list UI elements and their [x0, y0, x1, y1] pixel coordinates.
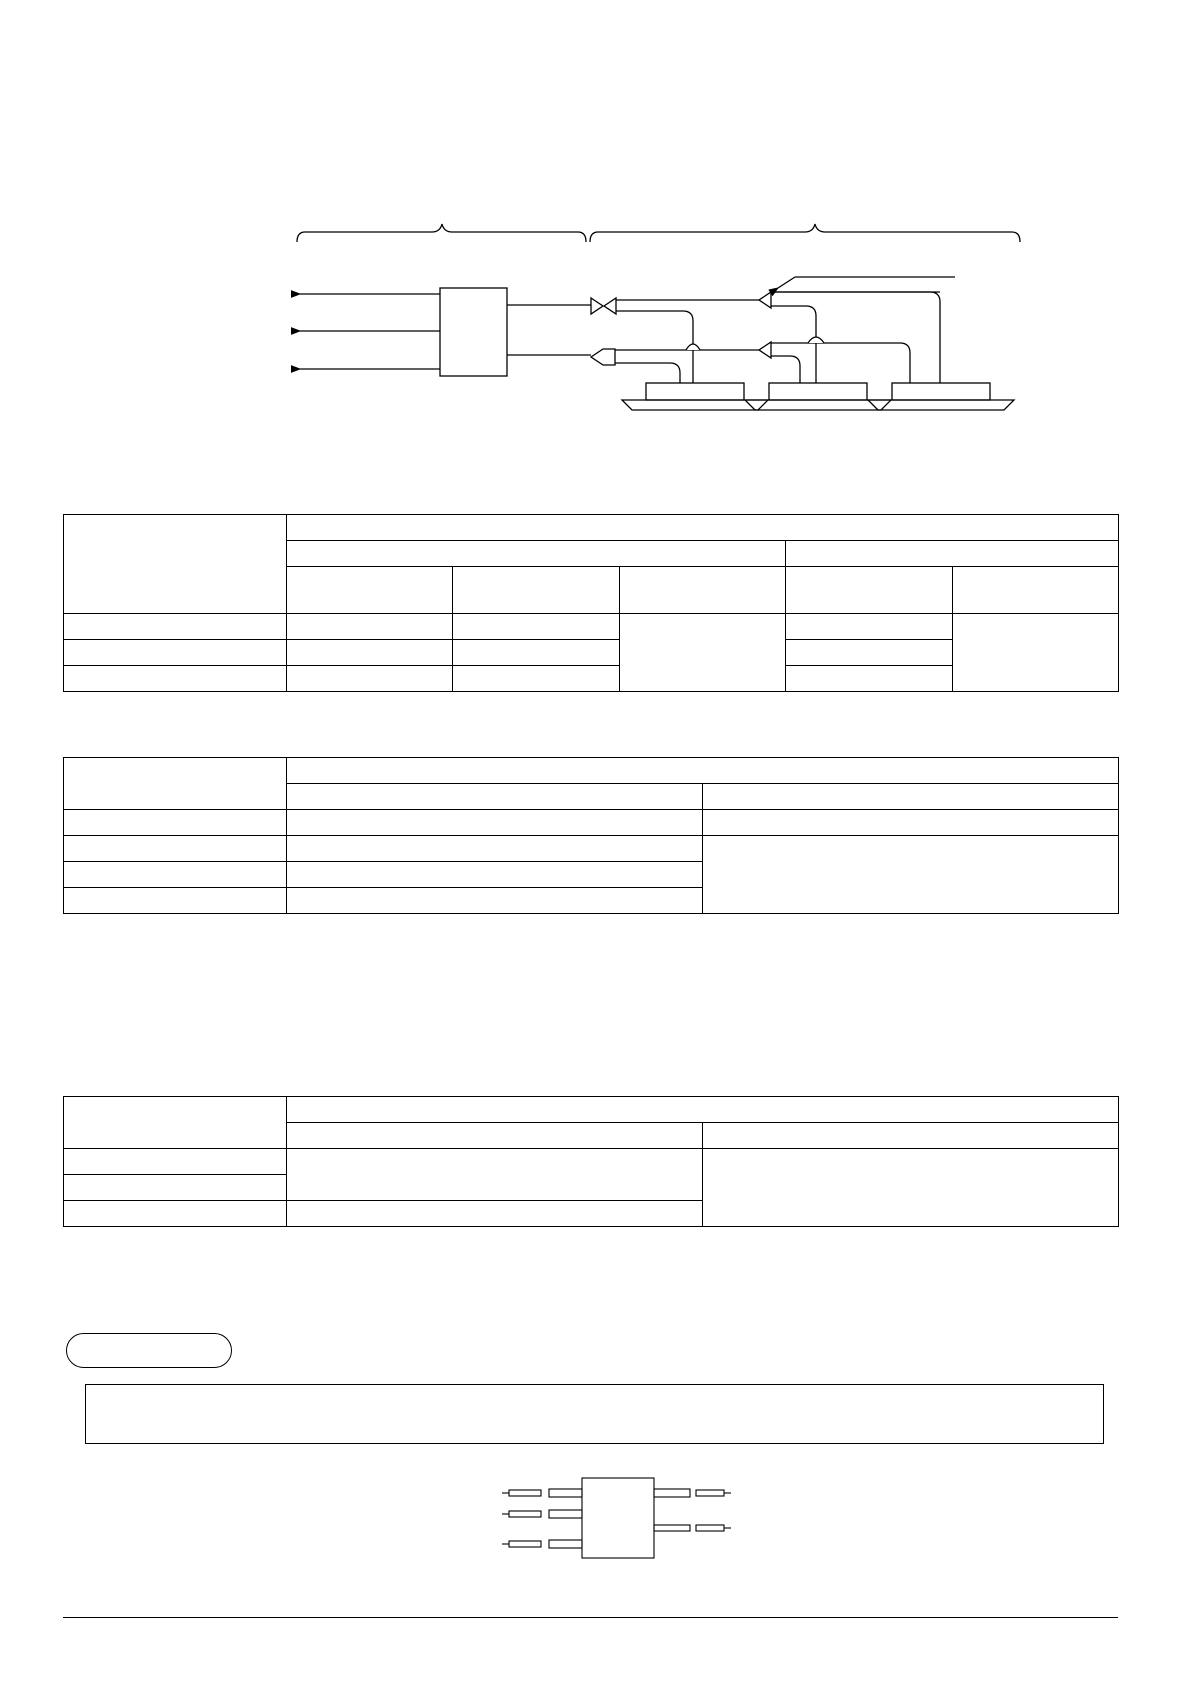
- unit-box: [440, 288, 507, 376]
- table-row: [64, 836, 1119, 862]
- indoor-unit-3: [868, 383, 1014, 410]
- fitting-diagram-svg: [500, 1474, 740, 1564]
- spec-table-3: [63, 1096, 1119, 1227]
- table1-col-header-1: [287, 567, 453, 614]
- table-cell: [953, 614, 1119, 692]
- fitting-right-2: [654, 1525, 731, 1531]
- right-brace: [590, 224, 1020, 242]
- table-cell: [64, 1149, 287, 1175]
- table1-col-header-4: [786, 567, 953, 614]
- table1-col-header-2: [453, 567, 620, 614]
- table-cell: [287, 810, 703, 836]
- branch-joint-1: [604, 298, 616, 314]
- fitting-body: [582, 1478, 654, 1558]
- table2-corner-header: [64, 758, 287, 810]
- table3-group-header: [287, 1097, 1119, 1123]
- table1-subgroup-b: [786, 541, 1119, 567]
- table-cell: [64, 640, 287, 666]
- table-row: [64, 810, 1119, 836]
- table-cell: [64, 862, 287, 888]
- table3-corner-header: [64, 1097, 287, 1149]
- table1-subgroup-a: [287, 541, 786, 567]
- fitting-diagram: [500, 1474, 740, 1564]
- table-cell: [287, 862, 703, 888]
- table2-col-header-1: [287, 784, 703, 810]
- indoor-unit-2: [745, 383, 891, 410]
- table-cell: [64, 836, 287, 862]
- table-row: [64, 614, 1119, 640]
- table-cell: [786, 666, 953, 692]
- fitting-left-3: [502, 1540, 582, 1548]
- table-cell: [64, 1201, 287, 1227]
- table2-col-header-2: [703, 784, 1119, 810]
- table-cell: [287, 666, 453, 692]
- table2-group-header: [287, 758, 1119, 784]
- table-cell: [287, 1201, 703, 1227]
- fitting-left-1: [502, 1489, 582, 1497]
- table-cell: [64, 1175, 287, 1201]
- indoor-unit-1: [622, 383, 768, 410]
- piping-diagram: [0, 0, 1190, 440]
- branch-joint-4: [759, 342, 771, 358]
- table-cell: [287, 614, 453, 640]
- spec-table-1: [63, 514, 1119, 692]
- table3-col-header-2: [703, 1123, 1119, 1149]
- spec-table-2: [63, 757, 1119, 914]
- table-cell: [453, 666, 620, 692]
- table-row: [64, 1149, 1119, 1175]
- table-cell: [453, 614, 620, 640]
- table-cell: [287, 836, 703, 862]
- table-cell: [786, 614, 953, 640]
- section-label-box: [66, 1333, 232, 1368]
- branch-joint-2: [759, 292, 771, 308]
- table1-corner-header: [64, 515, 287, 614]
- table-cell: [287, 640, 453, 666]
- table-cell: [64, 614, 287, 640]
- table-cell: [64, 888, 287, 914]
- table1-col-header-5: [953, 567, 1119, 614]
- fitting-left-2: [502, 1510, 582, 1518]
- note-box: [85, 1384, 1104, 1444]
- table-cell: [64, 666, 287, 692]
- branch-joint-3: [591, 349, 615, 365]
- table1-col-header-3: [620, 567, 786, 614]
- table-cell: [453, 640, 620, 666]
- table3-col-header-1: [287, 1123, 703, 1149]
- table-cell: [703, 1149, 1119, 1227]
- table-cell: [703, 836, 1119, 914]
- table-cell: [703, 810, 1119, 836]
- fitting-right-1: [654, 1489, 731, 1497]
- table-cell: [64, 810, 287, 836]
- table1-group-header: [287, 515, 1119, 541]
- footer-rule: [63, 1617, 1118, 1618]
- table-cell: [620, 614, 786, 692]
- table-cell: [287, 1149, 703, 1201]
- piping-diagram-svg: [0, 0, 1190, 440]
- table-cell: [287, 888, 703, 914]
- table-cell: [786, 640, 953, 666]
- left-brace: [297, 224, 586, 242]
